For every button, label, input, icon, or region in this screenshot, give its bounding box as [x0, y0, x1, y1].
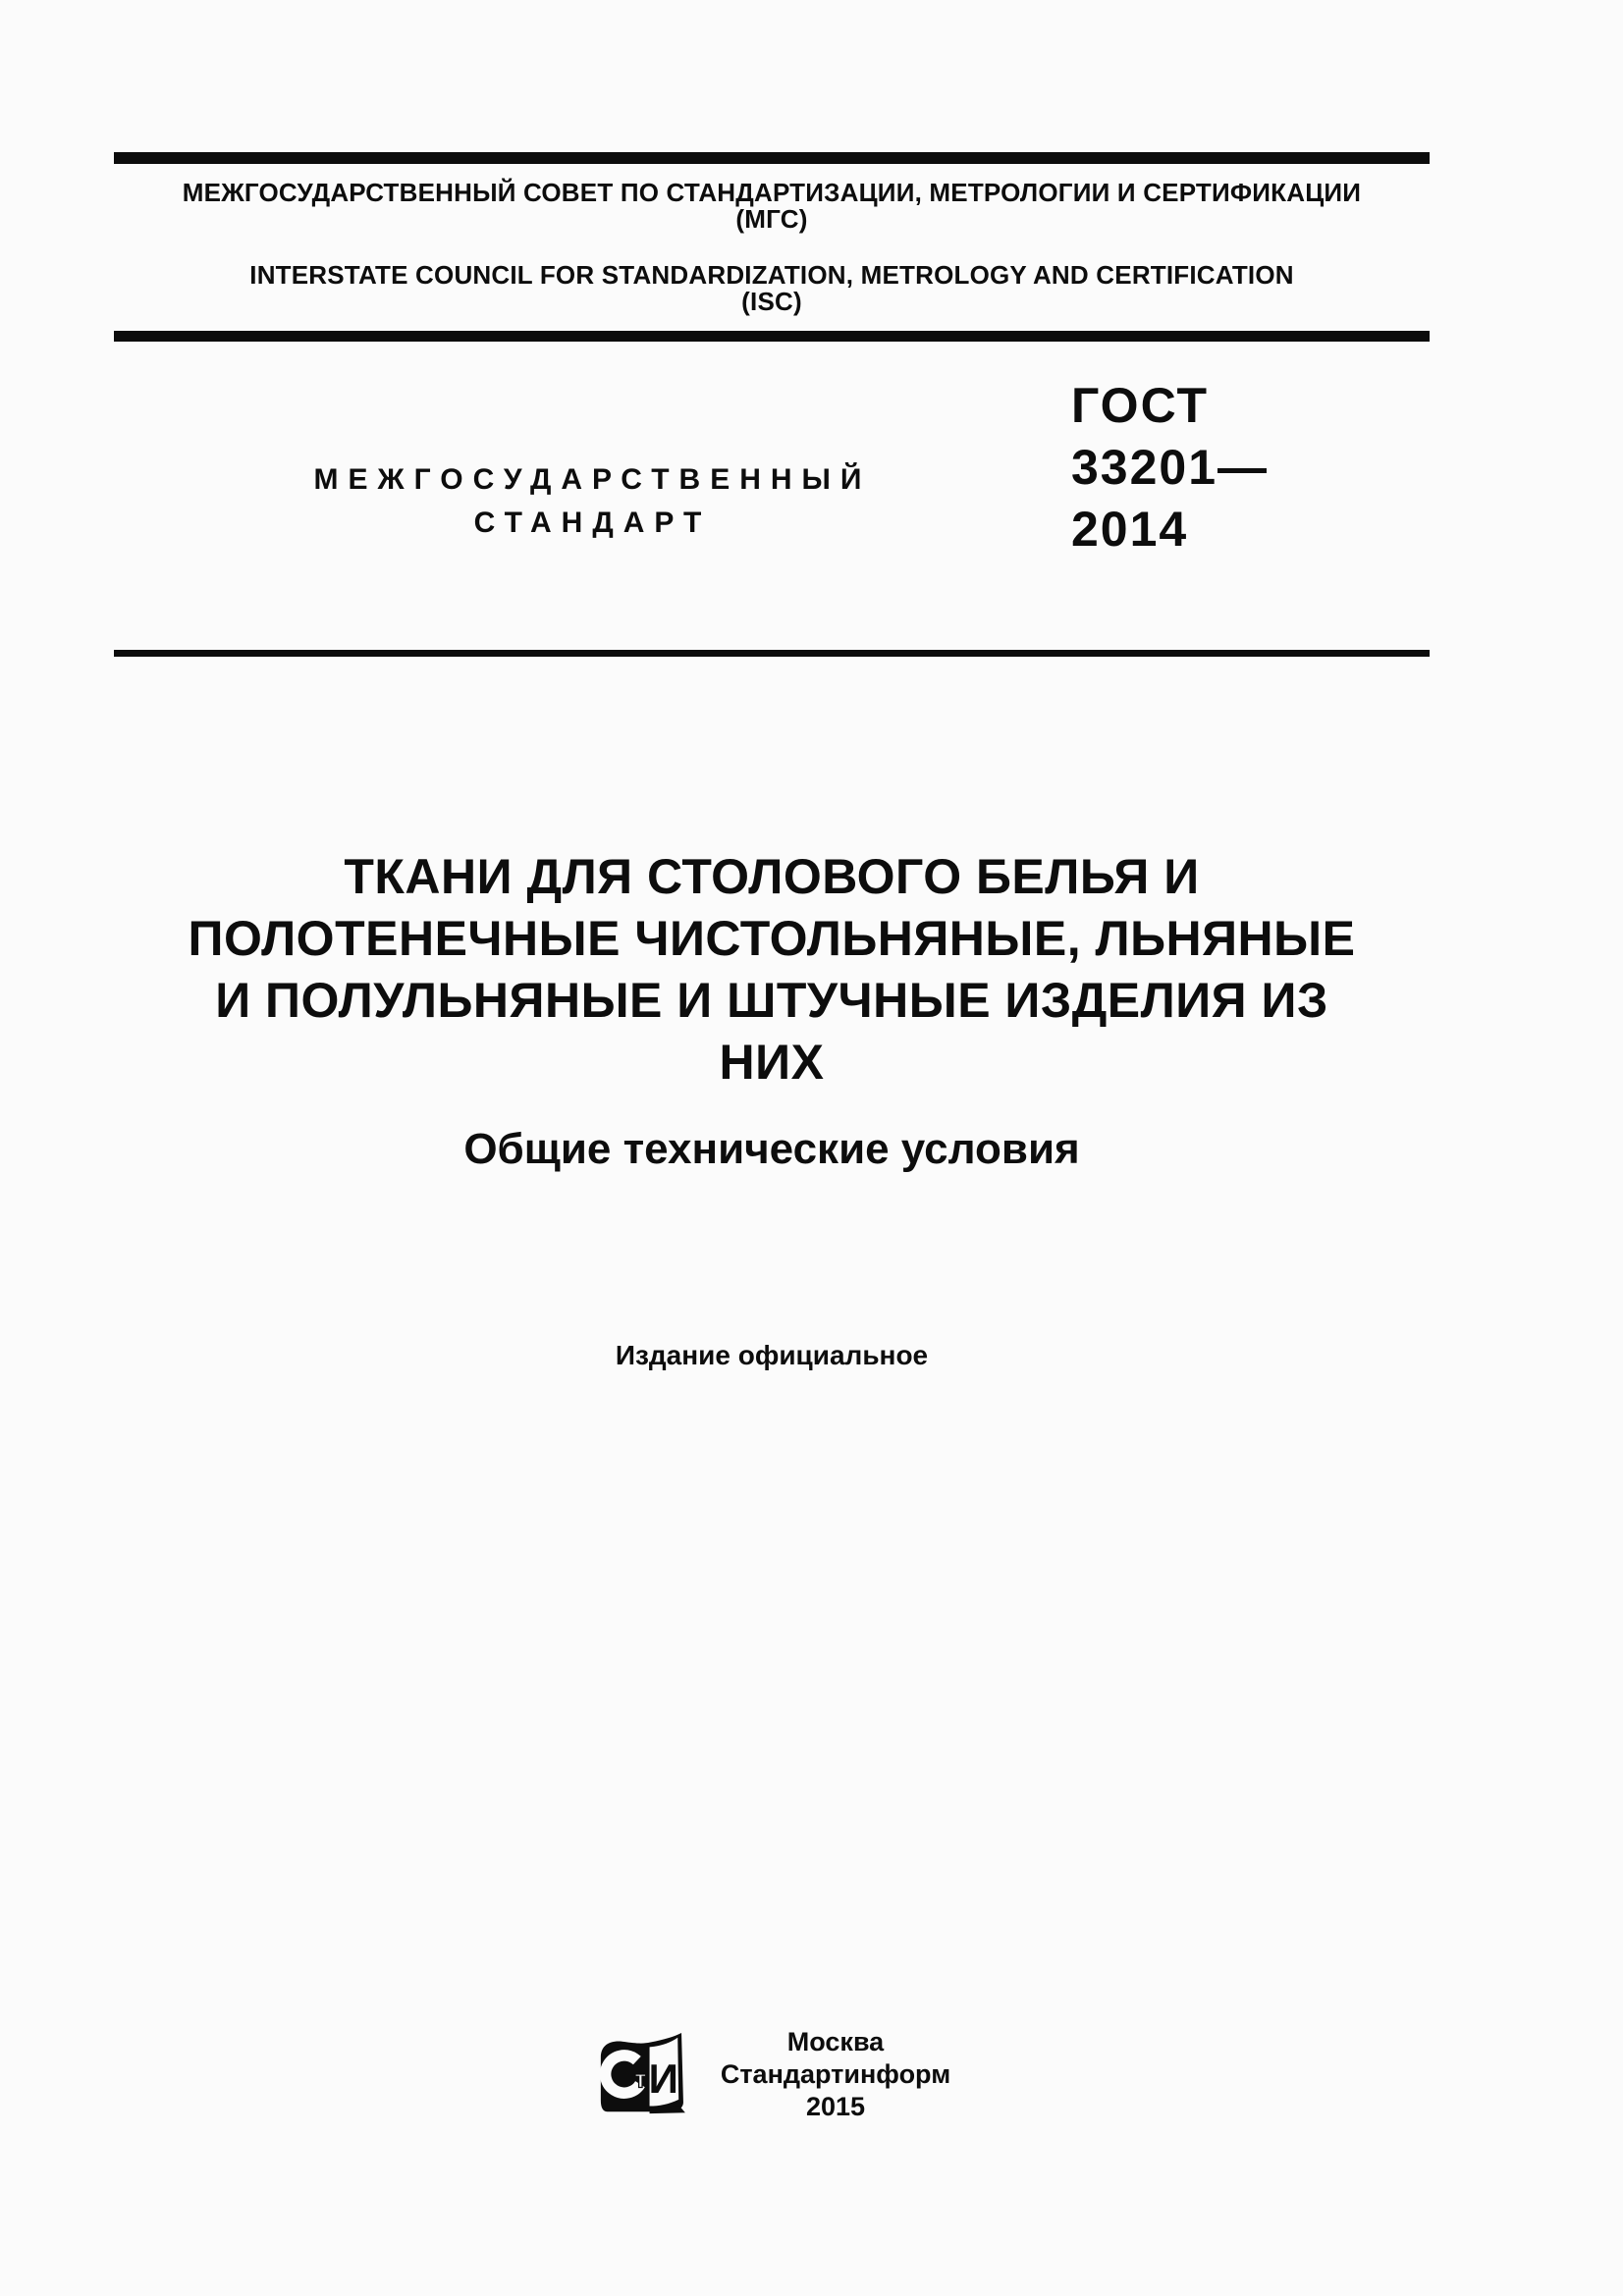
imprint-text — [721, 2026, 950, 2123]
imprint-year: 2015 — [805, 2092, 866, 2121]
standard-code-line-2: 33201— — [1071, 440, 1270, 495]
standard-code — [1071, 375, 1430, 561]
document-title — [114, 846, 1430, 1094]
standard-type-line-2: СТАНДАРТ — [473, 507, 712, 539]
council-abbr-ru: (МГС) — [735, 204, 808, 234]
standard-designation-row — [114, 375, 1430, 561]
title-line-3: И ПОЛУЛЬНЯНЫЕ И ШТУЧНЫЕ ИЗДЕЛИЯ ИЗ — [215, 973, 1328, 1028]
imprint-publisher: Стандартинформ — [720, 2059, 951, 2089]
standard-code-line-3: 2014 — [1071, 502, 1189, 557]
council-abbr-en: (ISC) — [741, 287, 802, 316]
standartinform-logo-icon — [593, 2033, 687, 2117]
imprint-block — [114, 2026, 1430, 2123]
page-content — [114, 152, 1430, 2123]
imprint-city: Москва — [786, 2027, 885, 2056]
council-name-ru: МЕЖГОСУДАРСТВЕННЫЙ СОВЕТ ПО СТАНДАРТИЗАЦИИ, МЕТРОЛОГИИ И СЕРТИФИКАЦИИ — [182, 178, 1362, 207]
standard-type-line-1: МЕЖГОСУДАРСТВЕННЫЙ — [313, 463, 872, 496]
title-line-4: НИХ — [719, 1035, 825, 1090]
council-name-en-block — [114, 262, 1430, 315]
title-line-1: ТКАНИ ДЛЯ СТОЛОВОГО БЕЛЬЯ И — [344, 849, 1200, 904]
council-name-en: INTERSTATE COUNCIL FOR STANDARDIZATION, METROLOGY AND CERTIFICATION — [249, 260, 1294, 290]
header-block — [114, 180, 1430, 315]
header-bottom-rule — [114, 331, 1430, 342]
title-line-2: ПОЛОТЕНЕЧНЫЕ ЧИСТОЛЬНЯНЫЕ, ЛЬНЯНЫЕ — [188, 911, 1356, 966]
top-rule — [114, 152, 1430, 164]
logo-letter-t: т — [634, 2065, 647, 2093]
document-subtitle: Общие технические условия — [463, 1125, 1080, 1173]
edition-note: Издание официальное — [615, 1340, 929, 1370]
standard-code-line-1: ГОСТ — [1071, 378, 1209, 433]
logo-letter-i: И — [648, 2055, 678, 2102]
designation-bottom-rule — [114, 650, 1430, 657]
standard-type — [114, 375, 1071, 561]
